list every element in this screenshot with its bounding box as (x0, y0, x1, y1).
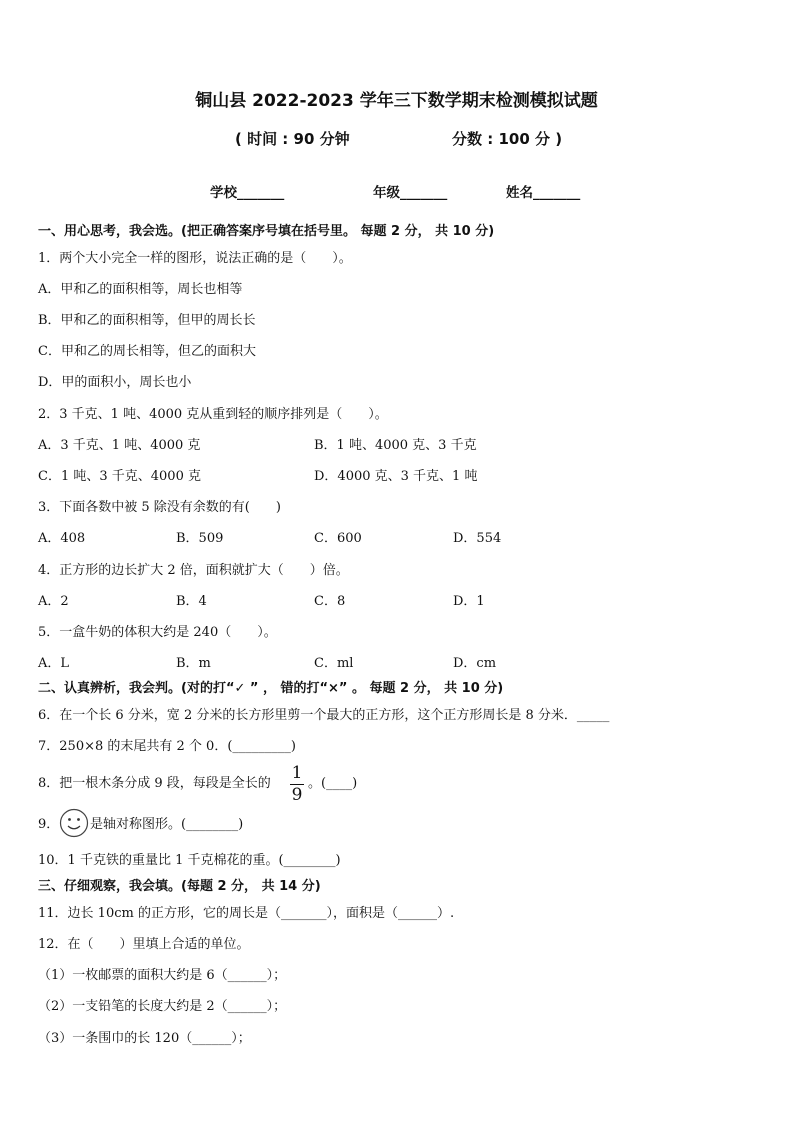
exam-time: ( 时间 : 90 分钟 (235, 130, 350, 148)
q3-option-a: A．408 (38, 531, 86, 546)
q12-part1: （1）一枚邮票的面积大约是 6（______）； (38, 968, 287, 983)
section3-heading: 三、仔细观察，我会填。(每题 2 分， 共 14 分) (38, 879, 321, 894)
section2-heading: 二、认真辨析，我会判。(对的打“✓ ” ， 错的打“×” 。 每题 2 分， 共 10 分) (38, 681, 504, 696)
q12-part2: （2）一支铅笔的长度大约是 2（______）； (38, 999, 287, 1014)
q2-stem: 2．3 千克、1 吨、4000 克从重到轻的顺序排列是（ ）。 (38, 407, 388, 422)
q9-text: 是轴对称图形。(________) (90, 817, 244, 832)
q1-option-c: C．甲和乙的周长相等，但乙的面积大 (38, 344, 256, 359)
q11: 11．边长 10cm 的正方形，它的周长是（_______），面积是（______）. (38, 906, 455, 921)
q5-option-a: A．L (38, 656, 70, 671)
fraction-denominator: 9 (291, 785, 303, 805)
exam-title: 铜山县 2022-2023 学年三下数学期末检测模拟试题 (195, 91, 598, 111)
q2-option-a: A．3 千克、1 吨、4000 克 (38, 438, 201, 453)
q6: 6．在一个长 6 分米，宽 2 分米的长方形里剪一个最大的正方形，这个正方形周长是 8 分米．_____ (38, 708, 610, 723)
q5-option-b: B．m (176, 656, 211, 671)
q1-option-d: D．甲的面积小，周长也小 (38, 375, 192, 390)
q3-option-d: D．554 (453, 531, 502, 546)
q2-option-c: C．1 吨、3 千克、4000 克 (38, 469, 201, 484)
q2-option-b: B．1 吨、4000 克、3 千克 (314, 438, 477, 453)
school-field: 学校_______ (210, 185, 285, 201)
q4-stem: 4．正方形的边长扩大 2 倍，面积就扩大（ ）倍。 (38, 563, 349, 578)
q4-option-d: D．1 (453, 594, 485, 609)
q4-option-b: B．4 (176, 594, 207, 609)
q3-option-b: B．509 (176, 531, 224, 546)
q8-blank: 。(____) (308, 776, 358, 791)
q4-option-c: C．8 (314, 594, 346, 609)
q1-option-b: B．甲和乙的面积相等，但甲的周长长 (38, 313, 256, 328)
q12-part3: （3）一条围巾的长 120（______）； (38, 1031, 251, 1046)
q3-option-c: C．600 (314, 531, 362, 546)
q1-stem: 1．两个大小完全一样的图形，说法正确的是（ ）。 (38, 251, 352, 266)
q9-number: 9． (38, 817, 60, 832)
q1-option-a: A．甲和乙的面积相等，周长也相等 (38, 282, 243, 297)
q10: 10．1 千克铁的重量比 1 千克棉花的重。(________) (38, 853, 341, 868)
exam-score: 分数 : 100 分 ) (452, 130, 563, 148)
q4-option-a: A．2 (38, 594, 69, 609)
q5-option-d: D．cm (453, 656, 497, 671)
q3-stem: 3．下面各数中被 5 除没有余数的有( ) (38, 500, 281, 515)
fraction-numerator: 1 (291, 763, 303, 783)
q8-fraction (288, 765, 306, 804)
grade-field: 年级_______ (373, 185, 448, 201)
q2-option-d: D．4000 克、3 千克、1 吨 (314, 469, 478, 484)
q12: 12．在（ ）里填上合适的单位。 (38, 937, 250, 952)
smiley-face-icon (59, 808, 89, 838)
q7: 7．250×8 的末尾共有 2 个 0．(_________) (38, 739, 296, 754)
q5-stem: 5．一盒牛奶的体积大约是 240（ ）。 (38, 625, 277, 640)
q5-option-c: C．ml (314, 656, 354, 671)
section1-heading: 一、用心思考，我会选。(把正确答案序号填在括号里。 每题 2 分， 共 10 分) (38, 224, 495, 239)
q8-text: 8．把一根木条分成 9 段，每段是全长的 (38, 776, 271, 791)
name-field: 姓名_______ (506, 185, 581, 201)
